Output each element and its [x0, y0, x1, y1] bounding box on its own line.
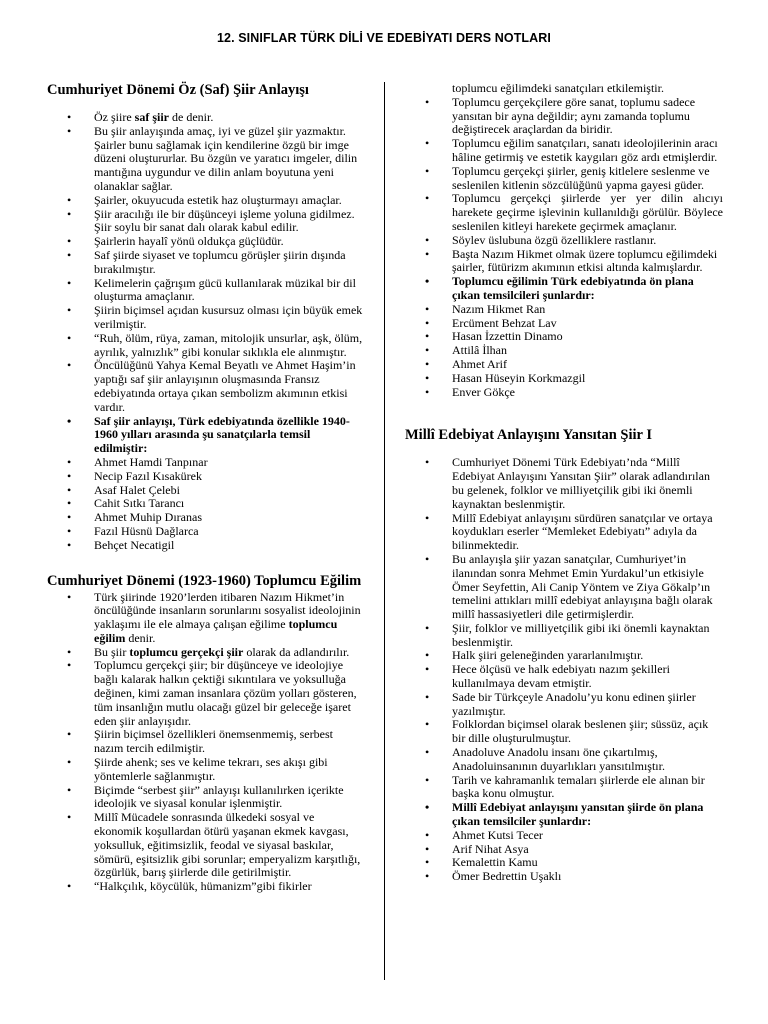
section-heading-milli-edebiyat: Millî Edebiyat Anlayışını Yansıtan Şiir I [405, 427, 652, 444]
list-item: • Cumhuriyet Dönemi Türk Edebiyatı’nda “Millî Edebiyat Anlayışını Yansıtan Şiir” olarak adlandırılan bu gelenek, folklor ve milliyetçilik gibi iki önemli kaynaktan beslenmiştir. [405, 456, 723, 511]
name-item: • Ömer Bedrettin Uşaklı [405, 870, 723, 884]
list-item: • Toplumcu gerçekçi şiirlerde yer yer dilin alıcıyı harekete geçirme işlevinin kullanıldığı görülür. Böylece seslenilen kitleyi harekete geçirmek amaçlanır. [405, 192, 723, 233]
list-item: • Toplumcu gerçekçi şiir; bir düşünceye ve ideolojiye bağlı kalarak halkın çektiği sıkıntılara ve yoksulluğa değinen, kimi zaman insanlara çözüm yolları gösteren, tüm insanlığın mutlu olacağı güzel bir geleceğe işaret eden şiir anlayışıdır. [47, 659, 365, 728]
list-item: • Şairlerin hayalî yönü oldukça güçlüdür. [47, 235, 365, 249]
list-item: • Saf şiirde siyaset ve toplumcu görüşler şiirin dışında bırakılmıştır. [47, 249, 365, 277]
section-heading-toplumcu: Cumhuriyet Dönemi (1923-1960) Toplumcu Eğilim [47, 572, 362, 589]
list-item: • Şiir, folklor ve milliyetçilik gibi iki önemli kaynaktan beslenmiştir. [405, 622, 723, 650]
toplumcu-list [47, 591, 365, 895]
list-item-bold: • Millî Edebiyat anlayışını yansıtan şiirde ön plana çıkan temsilciler şunlardır: [405, 801, 723, 829]
name-item: • Asaf Halet Çelebi [47, 484, 365, 498]
list-item: • Öz şiire saf şiir de denir. [47, 111, 365, 125]
list-item: • Şiirin biçimsel açıdan kusursuz olması için büyük emek verilmiştir. [47, 304, 365, 332]
list-item: • Tarih ve kahramanlık temaları şiirlerde ele alınan bir başka konu olmuştur. [405, 774, 723, 802]
list-item: • Öncülüğünü Yahya Kemal Beyatlı ve Ahmet Haşim’in yaptığı saf şiir anlayışının oluşmasında Fransız edebiyatında ortaya çıkan sembolizm akımının etkisi vardır. [47, 359, 365, 414]
name-item: • Ahmet Muhip Dıranas [47, 511, 365, 525]
name-item: • Ercüment Behzat Lav [405, 317, 723, 331]
list-item: • Söylev üslubuna özgü özelliklere rastlanır. [405, 234, 723, 248]
list-item: • Kelimelerin çağrışım gücü kullanılarak müzikal bir dil oluşturma amaçlanır. [47, 277, 365, 305]
list-item: • Şiirde ahenk; ses ve kelime tekrarı, ses akışı gibi yöntemlerle sağlanmıştır. [47, 756, 365, 784]
list-item: • Toplumcu eğilim sanatçıları, sanatı ideolojilerinin aracı hâline getirmiş ve estetik kaygıları göz ardı etmişlerdir. [405, 137, 723, 165]
name-item: • Kemalettin Kamu [405, 856, 723, 870]
list-item: • Toplumcu gerçekçi şiirler, geniş kitlelere seslenme ve seslenilen kitlenin sözcülüğünü yapma gayesi güder. [405, 165, 723, 193]
list-item: • Hece ölçüsü ve halk edebiyatı nazım şekilleri kullanılmaya devam etmiştir. [405, 663, 723, 691]
name-item: • Ahmet Kutsi Tecer [405, 829, 723, 843]
name-item: • Ahmet Hamdi Tanpınar [47, 456, 365, 470]
list-item: • Şairler, okuyucuda estetik haz oluşturmayı amaçlar. [47, 194, 365, 208]
list-item-bold: • Saf şiir anlayışı, Türk edebiyatında özellikle 1940-1960 yılları arasında şu sanatçılarla temsil edilmiştir: [47, 415, 365, 456]
name-item: • Necip Fazıl Kısakürek [47, 470, 365, 484]
list-item: • Toplumcu gerçekçilere göre sanat, toplumu sadece yansıtan bir ayna değildir; aynı zamanda toplumu değiştirecek araçlardan da biridir. [405, 96, 723, 137]
name-item: • Behçet Necatigil [47, 539, 365, 553]
name-item: • Arif Nihat Asya [405, 843, 723, 857]
continued-text: toplumcu eğilimdeki sanatçıları etkilemiştir. [452, 81, 664, 95]
name-item: • Enver Gökçe [405, 386, 723, 400]
name-item: • Fazıl Hüsnü Dağlarca [47, 525, 365, 539]
list-item: • “Halkçılık, köycülük, hümanizm”gibi fikirler [47, 880, 365, 894]
list-item: • Anadoluve Anadolu insanı öne çıkartılmış, Anadoluinsanının duyarlıkları yansıtılmıştır. [405, 746, 723, 774]
list-item: • Sade bir Türkçeyle Anadolu’yu konu edinen şiirler yazılmıştır. [405, 691, 723, 719]
name-item: • Attilâ İlhan [405, 344, 723, 358]
list-item: • Folklordan biçimsel olarak beslenen şiir; süssüz, açık bir dille oluşturulmuştur. [405, 718, 723, 746]
list-item: • Şiirin biçimsel özellikleri önemsenmemiş, serbest nazım tercih edilmiştir. [47, 728, 365, 756]
list-item: • Millî Mücadele sonrasında ülkedeki sosyal ve ekonomik koşullardan ötürü yaşanan ekmek kavgası, yoksulluk, eğitimsizlik, feodal ve siyasal baskılar, sömürü, eşitsizlik gibi sorunlar; emperyalizm karşıtlığı, özgürlük, barış şiirlerde dile getirilmiştir. [47, 811, 365, 880]
list-item: • Şiir aracılığı ile bir düşünceyi işleme yoluna gidilmez. Şiir soylu bir sanat dalı olarak kabul edilir. [47, 208, 365, 236]
list-item: • “Ruh, ölüm, rüya, zaman, mitolojik unsurlar, aşk, ölüm, ayrılık, yalnızlık” gibi konular sıklıkla ele alınmıştır. [47, 332, 365, 360]
right-column [405, 82, 723, 884]
milli-edebiyat-list [405, 456, 723, 884]
list-item: • Millî Edebiyat anlayışını sürdüren sanatçılar ve ortaya koydukları eserler “Memleket Edebiyatı” adıyla da bilinmektedir. [405, 512, 723, 553]
list-item-bold: • Toplumcu eğilimin Türk edebiyatında ön plana çıkan temsilcileri şunlardır: [405, 275, 723, 303]
list-item: • Türk şiirinde 1920’lerden itibaren Nazım Hikmet’in öncülüğünde insanların sorunlarını sosyalist ideolojinin yaklaşımı ile ele almaya çalışan eğilime toplumcu eğilim denir. [47, 591, 365, 646]
name-item: • Cahit Sıtkı Tarancı [47, 497, 365, 511]
list-item: • Bu anlayışla şiir yazan sanatçılar, Cumhuriyet’in ilanından sonra Mehmet Emin Yurdakul’un etkisiyle Ömer Seyfettin, Ali Canip Yöntem ve Ziya Gökalp’ın temelini attıkları millî edebiyat anlayışına bağlı olarak millî hassasiyetleri dile getirmişlerdir. [405, 553, 723, 622]
name-item: • Hasan İzzettin Dinamo [405, 330, 723, 344]
list-item: • Bu şiir toplumcu gerçekçi şiir olarak da adlandırılır. [47, 646, 365, 660]
list-item: • Bu şiir anlayışında amaç, iyi ve güzel şiir yazmaktır. Şairler bunu sağlamak için kendilerine özgü bir imge düzeni oluştururlar. Bu özgün ve yaratıcı imgeler, dilin mantığına uygundur ve dilin anlam boyutuna yeni olanaklar sağlar. [47, 125, 365, 194]
page-title: 12. SINIFLAR TÜRK DİLİ VE EDEBİYATI DERS NOTLARI [217, 31, 551, 45]
column-divider [384, 82, 385, 980]
name-item: • Nazım Hikmet Ran [405, 303, 723, 317]
oz-siir-list [47, 111, 365, 553]
list-item: • Başta Nazım Hikmet olmak üzere toplumcu eğilimdeki şairler, fütürizm akımının etkisi altında kalmışlardır. [405, 248, 723, 276]
list-item: • Biçimde “serbest şiir” anlayışı kullanılırken içerikte ideolojik ve siyasal konular işlenmiştir. [47, 784, 365, 812]
name-item: • Hasan Hüseyin Korkmazgil [405, 372, 723, 386]
list-item: • Halk şiiri geleneğinden yararlanılmıştır. [405, 649, 723, 663]
section-heading-oz-siir: Cumhuriyet Dönemi Öz (Saf) Şiir Anlayışı [47, 82, 309, 98]
name-item: • Ahmet Arif [405, 358, 723, 372]
left-column [47, 82, 365, 894]
toplumcu-list-continued [405, 96, 723, 400]
